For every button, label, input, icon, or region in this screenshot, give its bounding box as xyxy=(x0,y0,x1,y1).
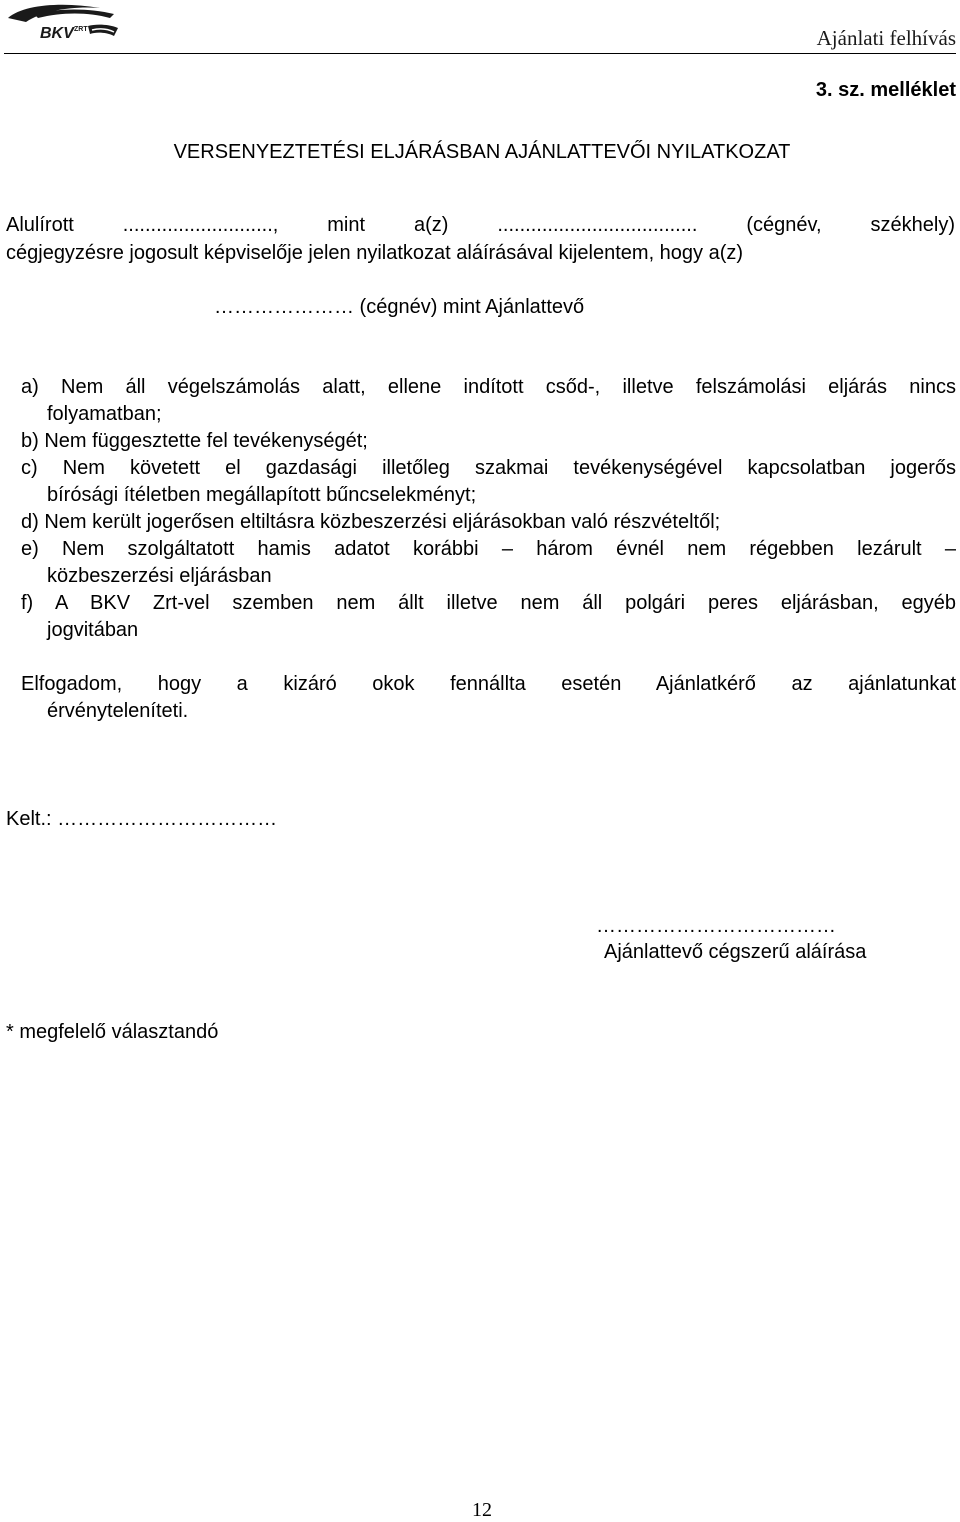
statement-f-line-1: f) A BKV Zrt-vel szemben nem állt illetve nem áll polgári peres eljárásban, egyéb xyxy=(21,592,956,614)
document-title: VERSENYEZTETÉSI ELJÁRÁSBAN AJÁNLATTEVŐI NYILATKOZAT xyxy=(173,141,791,163)
header-divider xyxy=(4,53,956,54)
page-number: 12 xyxy=(472,1499,492,1521)
logo-subtext: ZRT xyxy=(74,26,88,33)
intro-line-3: ………………… (cégnév) mint Ajánlattevő xyxy=(214,296,585,318)
logo-text: BKV xyxy=(40,25,74,42)
footnote: * megfelelő választandó xyxy=(6,1021,219,1043)
bkv-logo xyxy=(4,0,124,44)
statement-a-line-1: a) Nem áll végelszámolás alatt, ellene indított csőd-, illetve felszámolási eljárás nincs xyxy=(21,376,956,398)
statement-c-line-2: bírósági ítéletben megállapított bűncselekményt; xyxy=(47,484,477,506)
statement-c-line-1: c) Nem követett el gazdasági illetőleg szakmai tevékenységével kapcsolatban jogerős xyxy=(21,457,956,479)
document-type: Ajánlati felhívás xyxy=(816,26,956,50)
statement-f-line-2: jogvitában xyxy=(47,619,139,641)
signature-label: Ajánlattevő cégszerű aláírása xyxy=(604,941,867,963)
intro-line-2: cégjegyzésre jogosult képviselője jelen nyilatkozat aláírásával kijelentem, hogy a(z) xyxy=(6,242,744,264)
statement-e-line-2: közbeszerzési eljárásban xyxy=(47,565,272,587)
bkv-logo-mark xyxy=(4,0,124,44)
acceptance-line-1: Elfogadom, hogy a kizáró okok fennállta esetén Ajánlatkérő az ajánlatunkat xyxy=(21,673,956,695)
intro-line-1: Alulírott ..........................., mint a(z) .................................... (cégnév, székhely) xyxy=(6,214,955,236)
statement-e-line-1: e) Nem szolgáltatott hamis adatot korábbi – három évnél nem régebben lezárult – xyxy=(21,538,956,560)
date-line: Kelt.: …………………………… xyxy=(6,808,278,830)
statement-d-line-1: d) Nem került jogerősen eltiltásra közbeszerzési eljárásokban való részvételtől; xyxy=(21,511,721,533)
signature-line: ……………………………… xyxy=(596,915,836,937)
statement-b-line-1: b) Nem függesztette fel tevékenységét; xyxy=(21,430,368,452)
annex-label: 3. sz. melléklet xyxy=(815,79,956,101)
acceptance-line-2: érvényteleníteti. xyxy=(47,700,189,722)
statement-a-line-2: folyamatban; xyxy=(47,403,162,425)
